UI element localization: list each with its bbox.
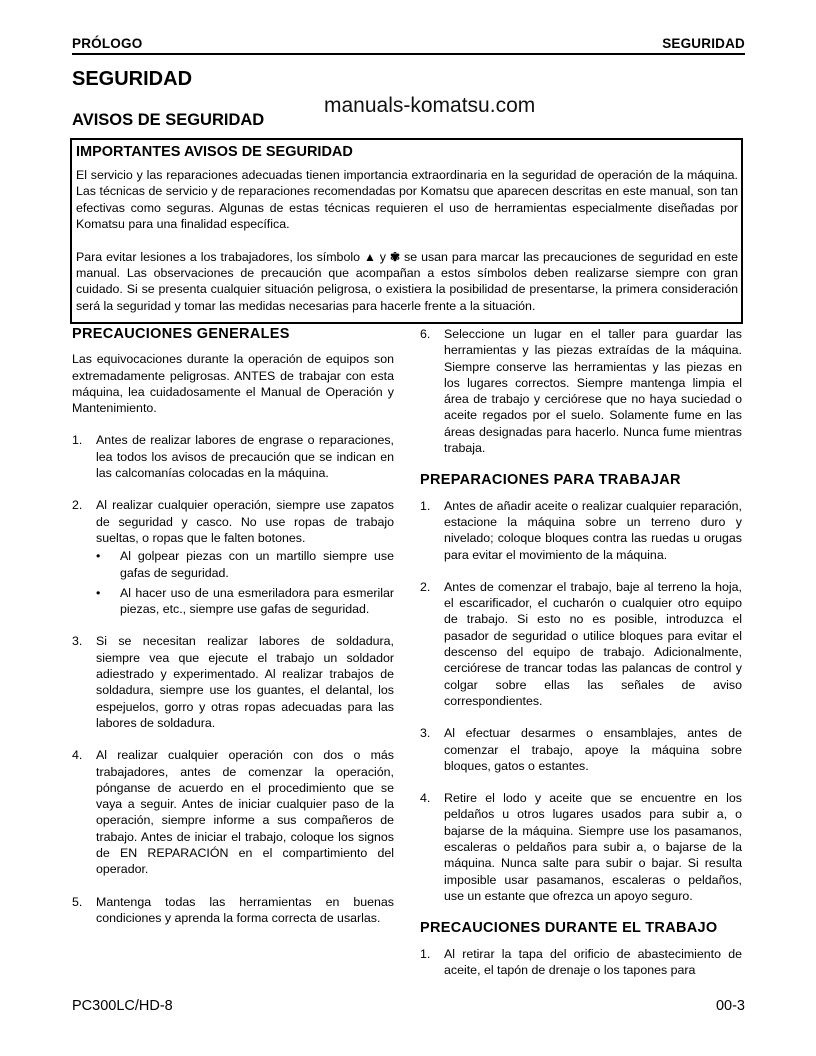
- item-number: 1.: [72, 433, 83, 448]
- notice-heading: IMPORTANTES AVISOS DE SEGURIDAD: [76, 144, 353, 160]
- preparations-item-4: [420, 790, 742, 904]
- warning-triangle-icon: ▲: [363, 249, 376, 264]
- item-text: Si se necesitan realizar labores de soldadura, siempre vea que ejecute el trabajo un soldador adiestrado y experimentado. Al realizar trabajos de soldadura, siempre use los guantes, el delantal, los espejuelos, gorro y otras ropas adecuadas para las labores de soldadura.: [96, 634, 394, 730]
- preparations-item-3: [420, 725, 742, 774]
- general-item-2-bullet-1: [72, 548, 394, 581]
- footer-model: PC300LC/HD-8: [72, 998, 173, 1014]
- general-item-6: [420, 326, 742, 456]
- notice-paragraph-2: [76, 249, 738, 315]
- item-text: Antes de comenzar el trabajo, baje al terreno la hoja, el escarificador, el cucharón o cualquier otro equipo de trabajo. Si esto no es posible, introduzca el pasador de seguridad o utilice bloques para evitar el descenso del equipo de trabajo. Adicionalmente, cerciórese de trancar todas las palancas de control y colgar sobre ellas las señales de aviso correspondientes.: [444, 579, 742, 708]
- preparations-item-2: [420, 579, 742, 709]
- bullet-text: Al golpear piezas con un martillo siempre use gafas de seguridad.: [120, 549, 394, 580]
- item-text: Seleccione un lugar en el taller para guardar las herramientas y las piezas extraídas de la máquina. Siempre conserve las herramientas y las piezas en los lugares correctos. Siempre mantenga limpia el área de trabajo y cerciórese que no haya suciedad o aceite regados por el suelo. Solamente fume en las áreas designadas para hacerlo. Nunca fume mientras trabaja.: [444, 327, 742, 456]
- bullet-icon: •: [96, 549, 101, 564]
- during-work-heading: PRECAUCIONES DURANTE EL TRABAJO: [420, 920, 718, 937]
- important-notice-box: [70, 138, 743, 324]
- section-title: AVISOS DE SEGURIDAD: [72, 111, 265, 129]
- watermark-text: manuals-komatsu.com: [324, 94, 536, 117]
- notice-paragraph-1: El servicio y las reparaciones adecuadas tienen importancia extraordinaria en la seguridad de operación de la máquina. Las técnicas de servicio y de reparaciones recomendadas por Komatsu que aparecen descritas en este manual, son tan efectivas como seguras. Algunas de estas técnicas requieren el uso de herramientas especialmente diseñadas por Komatsu para una finalidad específica.: [76, 168, 738, 232]
- general-intro: Las equivocaciones durante la operación de equipos son extremadamente peligrosas. ANTES de trabajar con esta máquina, lea cuidadosamente el Manual de Operación y Mantenimiento.: [72, 352, 394, 416]
- item-number: 6.: [420, 327, 431, 341]
- item-text: Antes de realizar labores de engrase o reparaciones, lea todos los avisos de precaución que se indican en las calcomanías colocadas en la máquina.: [96, 433, 394, 481]
- item-number: 3.: [72, 634, 83, 649]
- header-section: PRÓLOGO: [72, 36, 143, 51]
- page-header: [72, 36, 745, 55]
- general-item-2-bullet-2: [72, 585, 394, 618]
- general-item-2: [72, 497, 394, 546]
- during-work-item-1: [420, 946, 742, 979]
- general-item-4: [72, 747, 394, 877]
- bullet-text: Al hacer uso de una esmeriladora para esmerilar piezas, etc., siempre use gafas de seguridad.: [120, 585, 394, 617]
- item-number: 2.: [420, 579, 431, 594]
- preparations-item-1: [420, 498, 742, 563]
- preparations-heading: PREPARACIONES PARA TRABAJAR: [420, 472, 681, 489]
- page-title: SEGURIDAD: [72, 68, 193, 90]
- item-number: 1.: [420, 498, 431, 513]
- general-precautions-heading: PRECAUCIONES GENERALES: [72, 326, 290, 342]
- general-item-1: [72, 432, 394, 481]
- item-text: Al realizar cualquier operación con dos o más trabajadores, antes de comenzar la operación, pónganse de acuerdo en el procedimiento que se vaya a seguir. Antes de iniciar cualquier paso de la operación, siempre informe a sus compañeros de trabajo. Antes de iniciar el trabajo, coloque los signos de EN REPARACIÓN en el compartimiento del operador.: [96, 748, 394, 877]
- general-item-3: [72, 633, 394, 731]
- footer-page-number: 00-3: [715, 998, 745, 1014]
- left-column: [72, 326, 394, 926]
- item-number: 2.: [72, 498, 83, 513]
- item-text: Al realizar cualquier operación, siempre use zapatos de seguridad y casco. No use ropas de trabajo sueltas, o ropas que le falten botones.: [96, 498, 394, 545]
- item-text: Antes de añadir aceite o realizar cualquier reparación, estacione la máquina sobre un terreno duro y nivelado; coloque bloques contra las ruedas u orugas para evitar el movimiento de la máquina.: [444, 498, 742, 562]
- bullet-icon: •: [96, 585, 101, 600]
- item-number: 1.: [420, 946, 431, 961]
- item-text: Mantenga todas las herramientas en buenas condiciones y aprenda la forma correcta de usarlas.: [96, 894, 394, 925]
- item-number: 5.: [72, 894, 83, 909]
- general-item-5: [72, 894, 394, 927]
- item-number: 4.: [72, 748, 83, 763]
- item-text: Al efectuar desarmes o ensamblajes, antes de comenzar el trabajo, apoye la máquina sobre bloques, gatos o estantes.: [444, 726, 742, 773]
- right-column: [420, 326, 742, 978]
- item-text: Retire el lodo y aceite que se encuentre en los peldaños u otros lugares usados para subir a, o bajarse de la máquina. Siempre use los pasamanos, escaleras o peldaños para subir a, o bajarse de la máquina. Nunca salte para subir o bajar. Si resulta imposible usar pasamanos, escaleras o peldaños, use un estante que ofrezca un apoyo seguro.: [444, 791, 742, 903]
- item-text: Al retirar la tapa del orificio de abastecimiento de aceite, el tapón de drenaje o los tapones para: [444, 946, 742, 977]
- item-number: 3.: [420, 726, 431, 741]
- item-number: 4.: [420, 791, 431, 806]
- notice-text-a: Para evitar lesiones a los trabajadores, los símbolo: [76, 249, 364, 264]
- notice-text-b: y: [375, 249, 390, 264]
- header-topic: SEGURIDAD: [662, 36, 745, 51]
- notice-text-c: se usan para marcar las precauciones de seguridad en este manual. Las observaciones de precaución que acompañan a estos símbolos deben realizarse siempre con gran cuidado. Si se presenta cualquier situación peligrosa, o existiera la posibilidad de presentarse, la primera consideración será la seguridad y tomar las medidas necesarias para hacerle frente a la situación.: [76, 249, 738, 313]
- caution-asterisk-icon: ✾: [389, 249, 401, 264]
